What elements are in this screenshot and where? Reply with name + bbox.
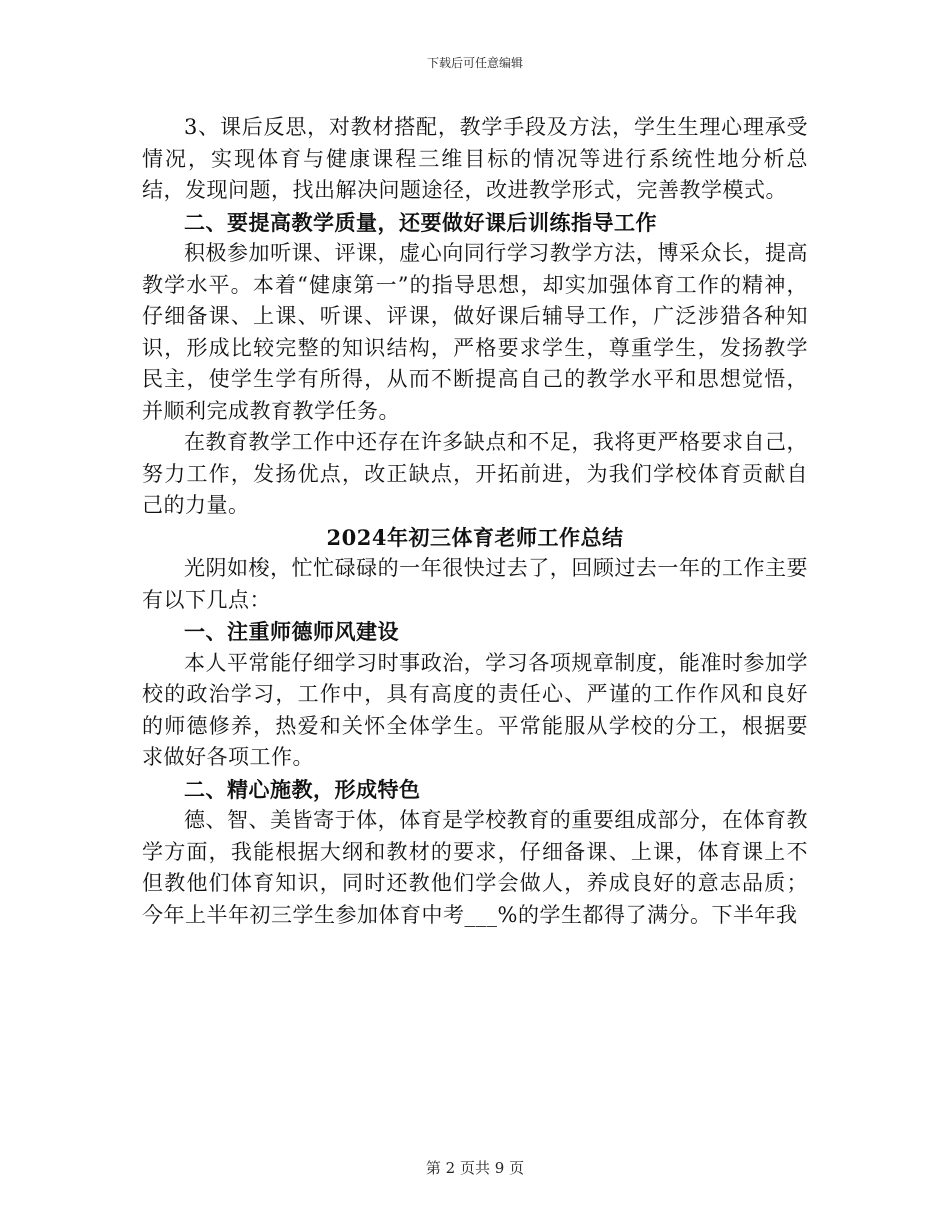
document-body xyxy=(142,112,808,931)
paragraph-teaching: 德、智、美皆寄于体，体育是学校教育的重要组成部分，在体育教学方面，我能根据大纲和教材的要求，仔细备课、上课，体育课上不但教他们体育知识，同时还教他们学会做人，养成良好的意志品质；今年上半年初三学生参加体育中考___%的学生都得了满分。下半年我 xyxy=(142,808,808,927)
paragraph-intro: 光阴如梭，忙忙碌碌的一年很快过去了，回顾过去一年的工作主要有以下几点： xyxy=(142,556,808,612)
section-heading-training: 二、要提高教学质量，还要做好课后训练指导工作 xyxy=(184,209,657,235)
page-footer: 第 2 页共 9 页 xyxy=(425,1159,525,1177)
paragraph-reflection: 3、课后反思，对教材搭配，教学手段及方法，学生生理心理承受情况，实现体育与健康课程三维目标的情况等进行系统性地分析总结，发现问题，找出解决问题途径，改进教学形式，完善教学模式。 xyxy=(142,115,808,202)
section-heading-teaching: 二、精心施教，形成特色 xyxy=(184,776,421,802)
paragraph-teaching-improvement: 积极参加听课、评课，虚心向同行学习教学方法，博采众长，提高教学水平。本着“健康第一”的指导思想，却实加强体育工作的精神，仔细备课、上课、听课、评课，做好课后辅导工作，广泛涉猎各种知识，形成比较完整的知识结构，严格要求学生，尊重学生，发扬教学民主，使学生学有所得，从而不断提高自己的教学水平和思想觉悟，并顺利完成教育教学任务。 xyxy=(142,241,808,423)
document-title: 2024年初三体育老师工作总结 xyxy=(326,524,624,550)
paragraph-shortcomings: 在教育教学工作中还存在许多缺点和不足，我将更严格要求自己，努力工作，发扬优点，改正缺点，开拓前进，为我们学校体育贡献自己的力量。 xyxy=(142,430,808,517)
paragraph-ethics: 本人平常能仔细学习时事政治，学习各项规章制度，能准时参加学校的政治学习，工作中，具有高度的责任心、严谨的工作作风和良好的师德修养，热爱和关怀全体学生。平常能服从学校的分工，根据要求做好各项工作。 xyxy=(142,650,808,769)
page-header: 下载后可任意编辑 xyxy=(426,56,523,70)
section-heading-ethics: 一、注重师德师风建设 xyxy=(184,619,399,644)
